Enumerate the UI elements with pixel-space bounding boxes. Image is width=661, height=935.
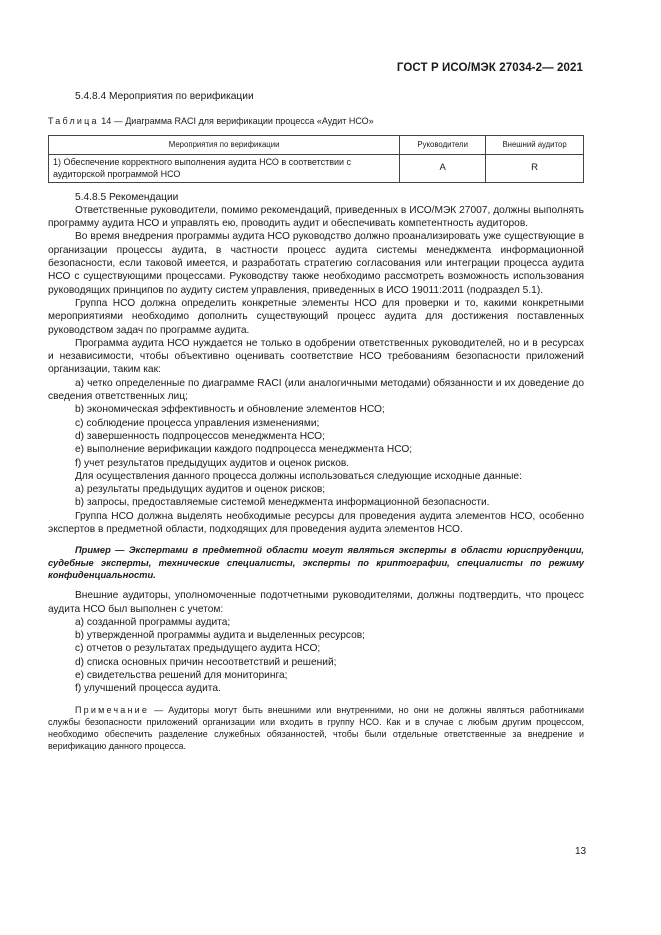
list-item: b) утвержденной программы аудита и выделенных ресурсов; xyxy=(75,630,366,642)
table-cell-auditor-role: R xyxy=(486,154,584,182)
list-item: а) четко определенные по диаграмме RACI (или аналогичными методами) обязанности и их доведение до сведения ответственных лиц; xyxy=(48,377,584,403)
paragraph: Во время внедрения программы аудита НСО руководство должно проанализировать уже существующие в организации процессы аудита, в частности процесс аудита системы менеджмента информационной безопасности, если таковой имеется, и разработать стратегию согласования или интеграции процесса аудита НСО с существующими процессами. Руководству также необходимо рассмотреть возможность использования руководящих принципов по аудиту систем управления, приведенных в ИСО 19011:2011 (подраздел 5.1). xyxy=(48,231,584,296)
list-item: а) созданной программы аудита; xyxy=(75,616,231,628)
table-cell-managers-role: A xyxy=(400,154,486,182)
paragraph: Группа НСО должна выделять необходимые ресурсы для проведения аудита элементов НСО, особенно экспертов в предметной области, подходящих для проведения аудита элементов НСО. xyxy=(48,510,584,536)
paragraph: Группа НСО должна определить конкретные элементы НСО для проверки и то, какими конкретными мероприятиями необходимо дополнить существующий процесс аудита для достижения поставленных руководством задач по программе аудита. xyxy=(48,297,584,336)
note-text: — Аудиторы могут быть внешними или внутренними, но они не должны являться работниками службы безопасности приложений организации или входить в группу НСО. Как и в случае с любым другим процессом, необходимо обеспечить разделение служебных обязанностей, чтобы были отдельные ответственные за внедрение и верификацию данного процесса. xyxy=(48,704,584,751)
table-row xyxy=(49,154,584,182)
note-paragraph xyxy=(48,704,584,752)
document-id-header: ГОСТ Р ИСО/МЭК 27034-2— 2021 xyxy=(396,62,583,74)
list-item: c) соблюдение процесса управления изменениями; xyxy=(75,417,320,429)
table-header-row xyxy=(49,135,584,154)
paragraph: Внешние аудиторы, уполномоченные подотчетными руководителями, должны подтвердить, что процесс аудита НСО был выполнен с учетом: xyxy=(48,590,584,615)
column-header-managers: Руководители xyxy=(400,135,486,154)
column-header-activities: Мероприятия по верификации xyxy=(49,135,400,154)
page-number: 13 xyxy=(575,846,587,857)
list-item: d) списка основных причин несоответствий и решений; xyxy=(75,656,337,668)
list-item: b) запросы, предоставляемые системой менеджмента информационной безопасности. xyxy=(75,497,490,509)
list-item: а) результаты предыдущих аудитов и оценок рисков; xyxy=(75,484,326,496)
list-item: d) завершенность подпроцессов менеджмента НСО; xyxy=(75,430,325,442)
column-header-external-auditor: Внешний аудитор xyxy=(486,135,584,154)
list-item: f) улучшений процесса аудита. xyxy=(75,683,221,695)
list-item: c) отчетов о результатах предыдущего аудита НСО; xyxy=(75,643,321,655)
section-heading-5-4-8-5: 5.4.8.5 Рекомендации xyxy=(75,191,179,203)
paragraph: Программа аудита НСО нуждается не только в одобрении ответственных руководителей, но и в ресурсах и независимости, чтобы объективно оценивать соответствие НСО требованиям безопасности приложений организации, таким как: xyxy=(48,337,584,376)
table-cell-activity: 1) Обеспечение корректного выполнения аудита НСО в соответствии с аудиторской программой НСО xyxy=(49,154,400,182)
section-heading-5-4-8-4: 5.4.8.4 Мероприятия по верификации xyxy=(75,91,254,102)
example-paragraph: Пример — Экспертами в предметной области могут являться эксперты в области юриспруденции, судебные эксперты, технические специалисты, эксперты по криптографии, специалисты по режиму конфиденциальности. xyxy=(48,545,584,580)
table-caption-label: Таблица xyxy=(48,116,99,127)
paragraph: Ответственные руководители, помимо рекомендаций, приведенных в ИСО/МЭК 27007, должны выполнять программу аудита НСО и управлять ею, проводить аудит и обеспечивать компетентность аудиторов. xyxy=(48,204,584,230)
table-caption xyxy=(48,115,584,128)
raci-table xyxy=(48,135,584,183)
paragraph: Для осуществления данного процесса должны использоваться следующие исходные данные: xyxy=(75,470,522,482)
note-label: Примечание xyxy=(75,704,150,715)
table-caption-text: 14 — Диаграмма RACI для верификации процесса «Аудит НСО» xyxy=(98,116,374,127)
page-content xyxy=(48,90,584,752)
list-item: f) учет результатов предыдущих аудитов и оценок рисков. xyxy=(75,457,350,469)
list-item: e) выполнение верификации каждого подпроцесса менеджмента НСО; xyxy=(75,444,413,456)
list-item: b) экономическая эффективность и обновление элементов НСО; xyxy=(75,404,385,416)
list-item: e) свидетельства решений для мониторинга; xyxy=(75,669,288,681)
